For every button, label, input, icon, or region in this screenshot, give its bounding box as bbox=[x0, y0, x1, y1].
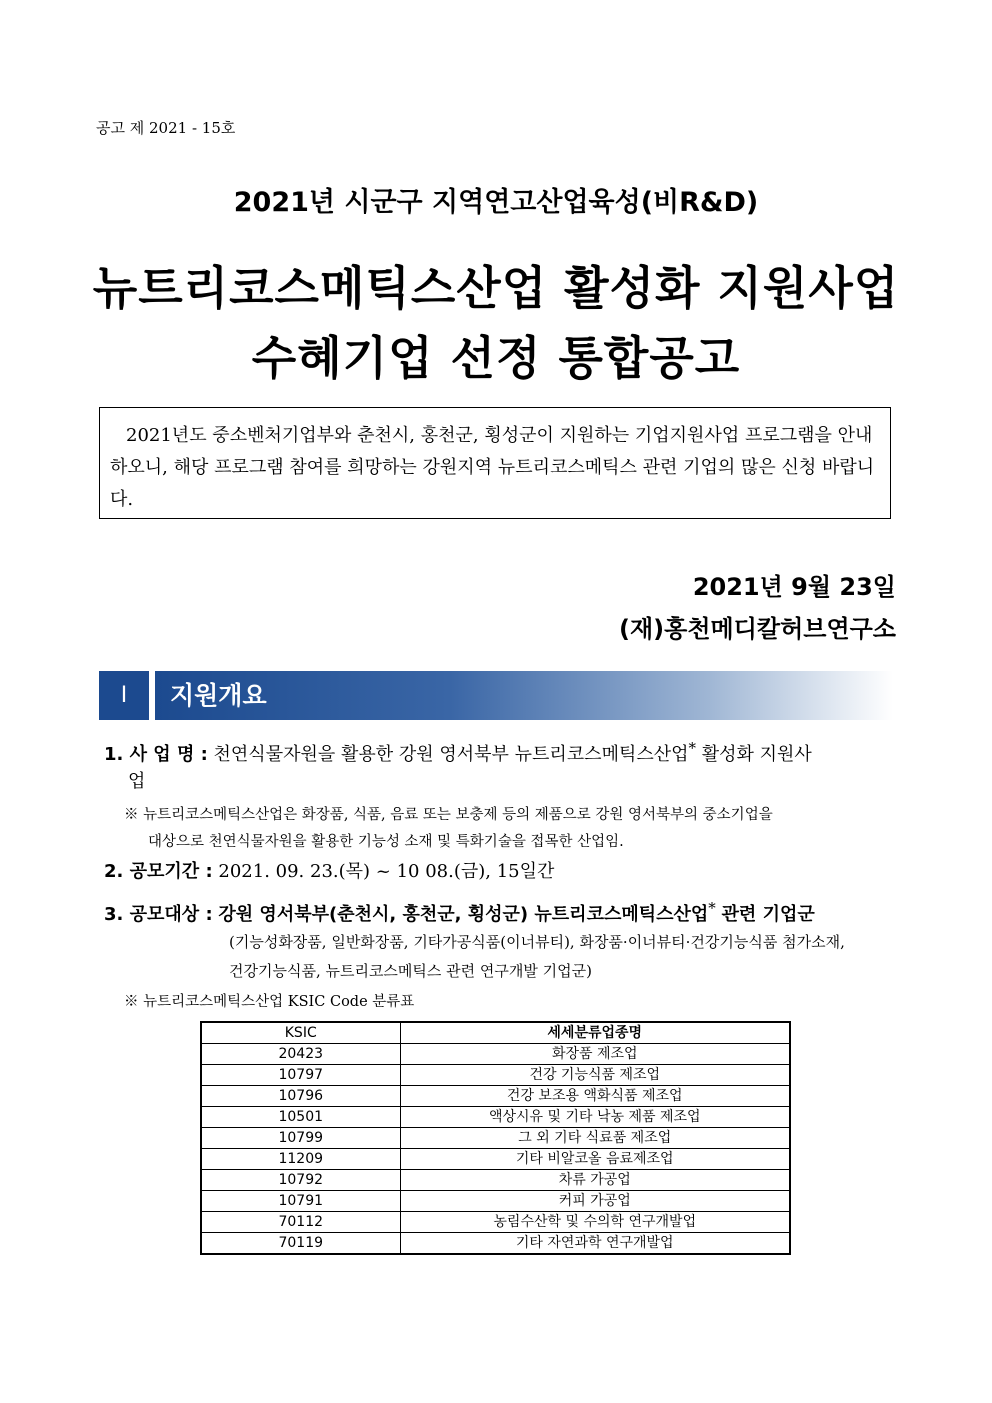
industry-name: 기타 자연과학 연구개발업 bbox=[400, 1233, 790, 1255]
item2-text: 2021. 09. 23.(목) ~ 10 08.(금), 15일간 bbox=[218, 861, 555, 882]
note1-line1: ※ 뉴트리코스메틱스산업은 화장품, 식품, 음료 또는 보충제 등의 제품으로 강원 영서북부의 중소기업을 bbox=[124, 807, 773, 823]
item3-text: 강원 영서북부(춘천시, 홍천군, 횡성군) 뉴트리코스메틱스산업 bbox=[218, 904, 709, 925]
industry-name: 기타 비알코올 음료제조업 bbox=[400, 1149, 790, 1170]
table-row bbox=[201, 1065, 790, 1086]
ksic-code: 11209 bbox=[201, 1149, 400, 1170]
table-row bbox=[201, 1044, 790, 1065]
ksic-table bbox=[200, 1021, 791, 1255]
industry-name: 그 외 기타 식료품 제조업 bbox=[400, 1128, 790, 1149]
item3-sub-line2: 건강기능식품, 뉴트리코스메틱스 관련 연구개발 기업군) bbox=[229, 962, 592, 980]
table-row bbox=[201, 1170, 790, 1191]
ksic-note: ※ 뉴트리코스메틱스산업 KSIC Code 분류표 bbox=[124, 994, 415, 1010]
ksic-code: 10796 bbox=[201, 1086, 400, 1107]
table-row bbox=[201, 1086, 790, 1107]
ksic-code: 10791 bbox=[201, 1191, 400, 1212]
industry-name: 커피 가공업 bbox=[400, 1191, 790, 1212]
announcement-date: 2021년 9월 23일 bbox=[692, 573, 896, 601]
item3-text2: 관련 기업군 bbox=[721, 904, 815, 925]
note1-line2: 대상으로 천연식물자원을 활용한 기능성 소재 및 특화기술을 접목한 산업임. bbox=[148, 834, 624, 850]
section-number: Ⅰ bbox=[99, 671, 149, 720]
item2-label: 2. 공모기간 : bbox=[104, 861, 213, 882]
industry-name: 차류 가공업 bbox=[400, 1170, 790, 1191]
ksic-code: 20423 bbox=[201, 1044, 400, 1065]
ksic-code: 10792 bbox=[201, 1170, 400, 1191]
industry-name: 농림수산학 및 수의학 연구개발업 bbox=[400, 1212, 790, 1233]
document-title-line2: 수혜기업 선정 통합공고 bbox=[251, 331, 741, 385]
ksic-code: 10799 bbox=[201, 1128, 400, 1149]
industry-name: 화장품 제조업 bbox=[400, 1044, 790, 1065]
table-row bbox=[201, 1107, 790, 1128]
organization-name: (재)홍천메디칼허브연구소 bbox=[619, 615, 896, 643]
intro-box bbox=[99, 407, 891, 519]
ksic-header: KSIC bbox=[201, 1022, 400, 1044]
item-business-name bbox=[104, 733, 894, 770]
item3-sub-line1: (기능성화장품, 일반화장품, 기타가공식품(이너뷰티), 화장품·이너뷰티·건강기능식품 첨가소재, bbox=[229, 933, 845, 951]
table-row bbox=[201, 1128, 790, 1149]
ksic-code: 70119 bbox=[201, 1233, 400, 1255]
table-row bbox=[201, 1233, 790, 1255]
document-subtitle: 2021년 시군구 지역연고산업육성(비R&D) bbox=[233, 187, 759, 218]
item1-continuation: 업 bbox=[128, 771, 146, 792]
item-target bbox=[104, 893, 815, 930]
item3-label: 3. 공모대상 : bbox=[104, 904, 213, 925]
notice-number: 공고 제 2021 - 15호 bbox=[96, 119, 236, 137]
table-row bbox=[201, 1191, 790, 1212]
item3-sup: * bbox=[708, 899, 716, 917]
intro-text: 2021년도 중소벤처기업부와 춘천시, 홍천군, 횡성군이 지원하는 기업지원사업 프로그램을 안내하오니, 해당 프로그램 참여를 희망하는 강원지역 뉴트리코스메틱스 관련 기업의 많은 신청 바랍니다. bbox=[110, 425, 875, 510]
table-header-row bbox=[201, 1022, 790, 1044]
item1-label: 1. 사 업 명 : bbox=[104, 744, 208, 765]
industry-name: 액상시유 및 기타 낙농 제품 제조업 bbox=[400, 1107, 790, 1128]
item1-text2: 활성화 지원사 bbox=[701, 744, 812, 765]
item1-sup: * bbox=[688, 739, 697, 757]
ksic-code: 10797 bbox=[201, 1065, 400, 1086]
ksic-code: 70112 bbox=[201, 1212, 400, 1233]
industry-name: 건강 기능식품 제조업 bbox=[400, 1065, 790, 1086]
table-row bbox=[201, 1212, 790, 1233]
table-row bbox=[201, 1149, 790, 1170]
ksic-code: 10501 bbox=[201, 1107, 400, 1128]
industry-name: 건강 보조용 액화식품 제조업 bbox=[400, 1086, 790, 1107]
item1-text: 천연식물자원을 활용한 강원 영서북부 뉴트리코스메틱스산업 bbox=[213, 744, 689, 765]
item-period bbox=[104, 857, 554, 887]
industry-header: 세세분류업종명 bbox=[400, 1022, 790, 1044]
section-title: 지원개요 bbox=[170, 681, 267, 710]
document-title-line1: 뉴트리코스메틱스산업 활성화 지원사업 bbox=[92, 261, 900, 315]
